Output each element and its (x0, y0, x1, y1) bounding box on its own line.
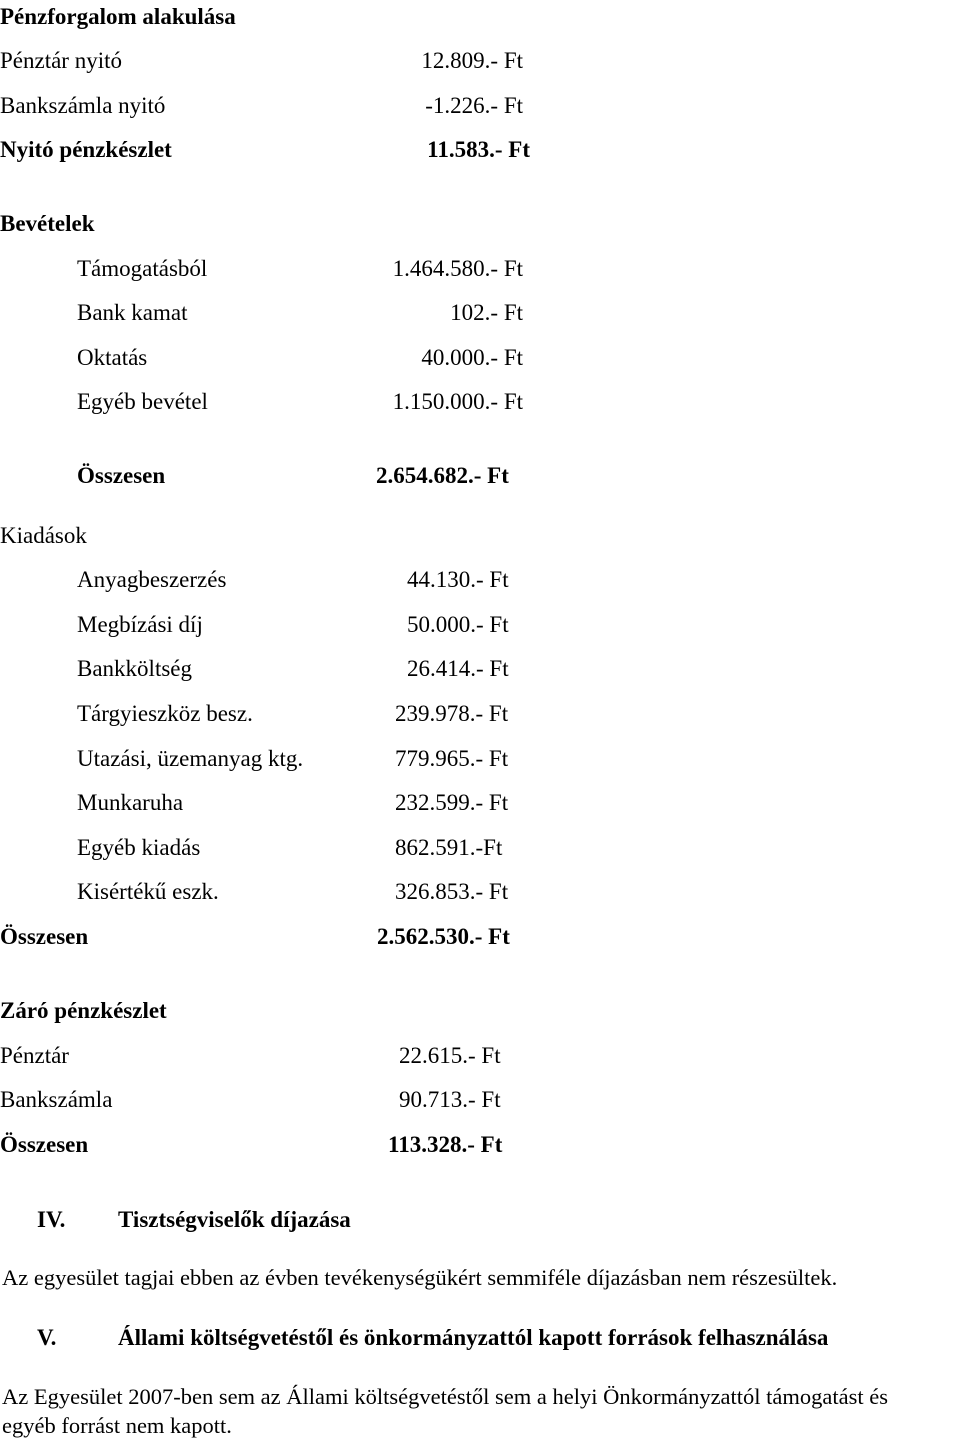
section-title: Állami költségvetéstől és önkormányzattól kapott források felhasználása (118, 1325, 829, 1350)
expense-row-value: 326.853.- Ft (395, 879, 509, 904)
expense-row-label: Munkaruha (77, 790, 184, 815)
opening-row-label: Pénztár nyitó (0, 48, 122, 73)
income-row-label: Bank kamat (77, 300, 188, 325)
expense-row-label: Megbízási díj (77, 612, 203, 637)
closing-total-value: 113.328.- Ft (388, 1132, 503, 1157)
section-number: IV. (37, 1207, 66, 1232)
opening-row-label: Bankszámla nyitó (0, 93, 166, 118)
expense-row-label: Bankköltség (77, 656, 192, 681)
income-row-value: 40.000.- Ft (421, 345, 523, 370)
expense-row-value: 232.599.- Ft (395, 790, 509, 815)
income-heading: Bevételek (0, 211, 95, 236)
expense-row-label: Kisértékű eszk. (77, 879, 219, 904)
income-row-value: 1.464.580.- Ft (392, 256, 523, 281)
expense-row-value: 50.000.- Ft (407, 612, 509, 637)
closing-total-label: Összesen (0, 1132, 89, 1157)
section-title: Tisztségviselők díjazása (118, 1207, 351, 1232)
expense-row-value: 26.414.- Ft (407, 656, 509, 681)
expenses-heading: Kiadások (0, 523, 87, 548)
closing-row-value: 90.713.- Ft (399, 1087, 501, 1112)
income-total-value: 2.654.682.- Ft (376, 463, 509, 488)
expenses-total-label: Összesen (0, 924, 89, 949)
section-number: V. (37, 1325, 57, 1350)
closing-heading: Záró pénzkészlet (0, 998, 167, 1023)
section-text: Az egyesület tagjai ebben az évben tevékenységükért semmiféle díjazásban nem részesültek. (2, 1265, 838, 1290)
page-title: Pénzforgalom alakulása (0, 4, 236, 29)
opening-total-value: 11.583.- Ft (427, 137, 530, 162)
opening-total-label: Nyitó pénzkészlet (0, 137, 172, 162)
expense-row-label: Egyéb kiadás (77, 835, 201, 860)
expense-row-label: Anyagbeszerzés (77, 567, 227, 592)
expense-row-value: 779.965.- Ft (395, 746, 509, 771)
expense-row-value: 44.130.- Ft (407, 567, 509, 592)
income-row-label: Oktatás (77, 345, 148, 370)
opening-row-value: 12.809.- Ft (421, 48, 523, 73)
section-text: Az Egyesület 2007-ben sem az Állami költségvetéstől sem a helyi Önkormányzattól támogatást és egyéb forrást nem kapott. (2, 1384, 889, 1438)
income-row-value: 102.- Ft (450, 300, 523, 325)
income-row-label: Támogatásból (77, 256, 208, 281)
closing-row-label: Bankszámla (0, 1087, 113, 1112)
expense-row-label: Tárgyieszköz besz. (77, 701, 253, 726)
opening-row-value: -1.226.- Ft (425, 93, 523, 118)
expenses-total-value: 2.562.530.- Ft (377, 924, 510, 949)
income-row-value: 1.150.000.- Ft (392, 389, 523, 414)
closing-row-label: Pénztár (0, 1043, 69, 1068)
income-total-label: Összesen (77, 463, 166, 488)
expense-row-value: 862.591.-Ft (395, 835, 503, 860)
closing-row-value: 22.615.- Ft (399, 1043, 501, 1068)
expense-row-value: 239.978.- Ft (395, 701, 509, 726)
expense-row-label: Utazási, üzemanyag ktg. (77, 746, 304, 771)
income-row-label: Egyéb bevétel (77, 389, 208, 414)
